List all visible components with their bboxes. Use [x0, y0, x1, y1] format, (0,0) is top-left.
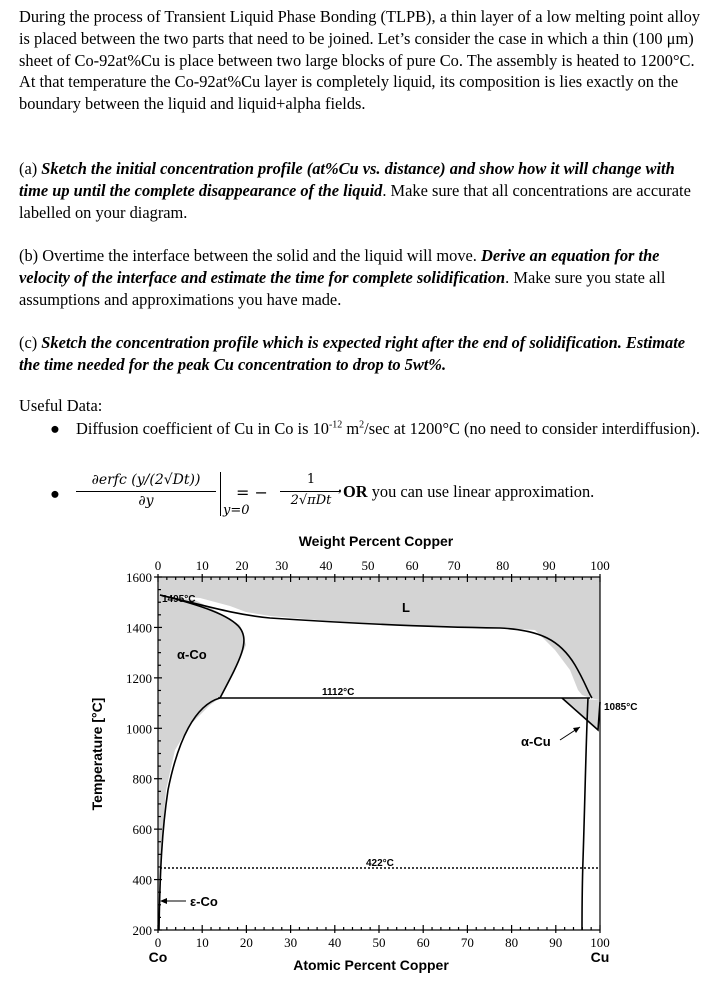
y-axis-title: Temperature [°C]	[89, 697, 105, 811]
y-tick-label: 400	[132, 872, 152, 888]
or-word: OR	[343, 482, 368, 501]
eq-equals: = −	[236, 483, 268, 502]
y-tick-label: 1200	[126, 670, 152, 686]
alpha-cu-arrowhead	[573, 727, 580, 733]
x-tick-label-top: 70	[447, 558, 461, 573]
x-tick-label-bottom: 100	[590, 935, 610, 950]
eq-derivative-numerator: ∂erfc (y/(2√Dt))	[91, 472, 201, 488]
x-tick-label-top: 90	[542, 558, 556, 573]
x-tick-label-top: 30	[275, 558, 289, 573]
co-end-label: Co	[148, 949, 168, 965]
problem-intro: During the process of Transient Liquid Phase Bonding (TLPB), a thin layer of a low melting point alloy is placed between the two parts that need to be joined. Let’s consider the case in which a thin (100 μm) sheet of Co-92at%Cu is place between two large blocks of pure Co. The assembly is heated to 1200°C. At that temperature the Co-92at%Cu layer is completely liquid, its composition is lies exactly on the boundary between the liquid and liquid+alpha fields.	[19, 7, 701, 114]
eq-comma: ,	[338, 478, 342, 495]
annotation-epsilon-co: ε-Co	[190, 894, 218, 909]
eq-subscript: y=0	[223, 503, 250, 518]
x-tick-label-bottom: 80	[505, 935, 519, 950]
x-tick-label-bottom: 60	[416, 935, 430, 950]
part-a-task: Sketch the initial concentration profile (at%Cu vs. distance) and show how it will change with time up until the complete disappearance of the liquid	[19, 159, 675, 200]
part-c-task: Sketch the concentration profile which is expected right after the end of solidification. Estimate the time needed for the peak Cu concentration to drop to 5wt%.	[19, 333, 686, 374]
annotation-alpha-co: α-Co	[177, 647, 207, 662]
annotation-1495: 1495°C	[162, 594, 196, 605]
cu-end-label: Cu	[590, 949, 610, 965]
y-tick-label: 1400	[126, 620, 152, 636]
y-tick-label: 1600	[126, 570, 152, 585]
x-tick-label-bottom: 70	[460, 935, 474, 950]
x-tick-label-bottom: 0	[154, 935, 162, 950]
bullet-text-a: Diffusion coefficient of Cu in Co is 10	[76, 419, 329, 438]
eq-rhs-numerator: 1	[306, 472, 316, 487]
or-rest: you can use linear approximation.	[367, 482, 595, 501]
annotation-alpha-cu: α-Cu	[521, 734, 551, 749]
y-tick-label: 800	[132, 771, 152, 787]
x-tick-label-top: 60	[405, 558, 419, 573]
x-tick-label-top: 80	[496, 558, 510, 573]
y-tick-label: 200	[132, 923, 152, 938]
top-axis-title: Weight Percent Copper	[298, 533, 454, 549]
x-tick-label-top: 100	[590, 558, 610, 573]
y-tick-label: 600	[132, 822, 152, 838]
y-tick-label: 1000	[126, 721, 152, 737]
region-alpha-co	[158, 577, 246, 930]
solvus-alpha-cu-line	[582, 698, 588, 930]
part-b-rest: . Make sure you state all assumptions and approximations you have made.	[19, 267, 666, 309]
useful-data-heading: Useful Data:	[19, 396, 103, 415]
part-a-label: (a)	[19, 159, 42, 178]
epsilon-co-arrowhead	[160, 898, 167, 904]
x-tick-label-bottom: 20	[239, 935, 253, 950]
annotation-liquid: L	[402, 600, 410, 615]
part-b-label: (b) Overtime the interface between the solid and the liquid will move.	[19, 246, 481, 265]
part-b-task: Derive an equation for the velocity of the interface and estimate the time for complete solidification	[19, 246, 660, 287]
x-tick-label-top: 20	[235, 558, 249, 573]
x-tick-label-bottom: 30	[284, 935, 298, 950]
x-tick-label-bottom: 10	[195, 935, 209, 950]
bullet-text-c: /sec at 1200°C (no need to consider interdiffusion).	[364, 419, 700, 438]
x-tick-label-bottom: 90	[549, 935, 563, 950]
x-tick-label-top: 40	[319, 558, 333, 573]
bullet-text-b: m	[342, 419, 360, 438]
x-tick-label-bottom: 50	[372, 935, 386, 950]
part-a-rest: . Make sure that all concentrations are accurate labelled on your diagram.	[19, 180, 691, 222]
x-tick-label-top: 0	[154, 558, 162, 573]
annotation-1085: 1085°C	[604, 702, 638, 713]
x-tick-label-top: 10	[195, 558, 209, 573]
bottom-axis-title: Atomic Percent Copper	[293, 957, 449, 973]
x-tick-label-top: 50	[361, 558, 375, 573]
x-tick-label-bottom: 40	[328, 935, 342, 950]
bullet-dot-2: ●	[50, 484, 60, 503]
eq-derivative-denominator: ∂y	[138, 493, 154, 509]
bullet-exp2: 2	[359, 419, 365, 431]
bullet-dot: ●	[50, 419, 60, 438]
annotation-422: 422°C	[366, 858, 394, 869]
bullet-exp: -12	[328, 419, 343, 431]
eq-rhs-denominator: 2√πDt	[290, 493, 332, 508]
annotation-1112: 1112°C	[322, 687, 355, 698]
part-c-label: (c)	[19, 333, 42, 352]
